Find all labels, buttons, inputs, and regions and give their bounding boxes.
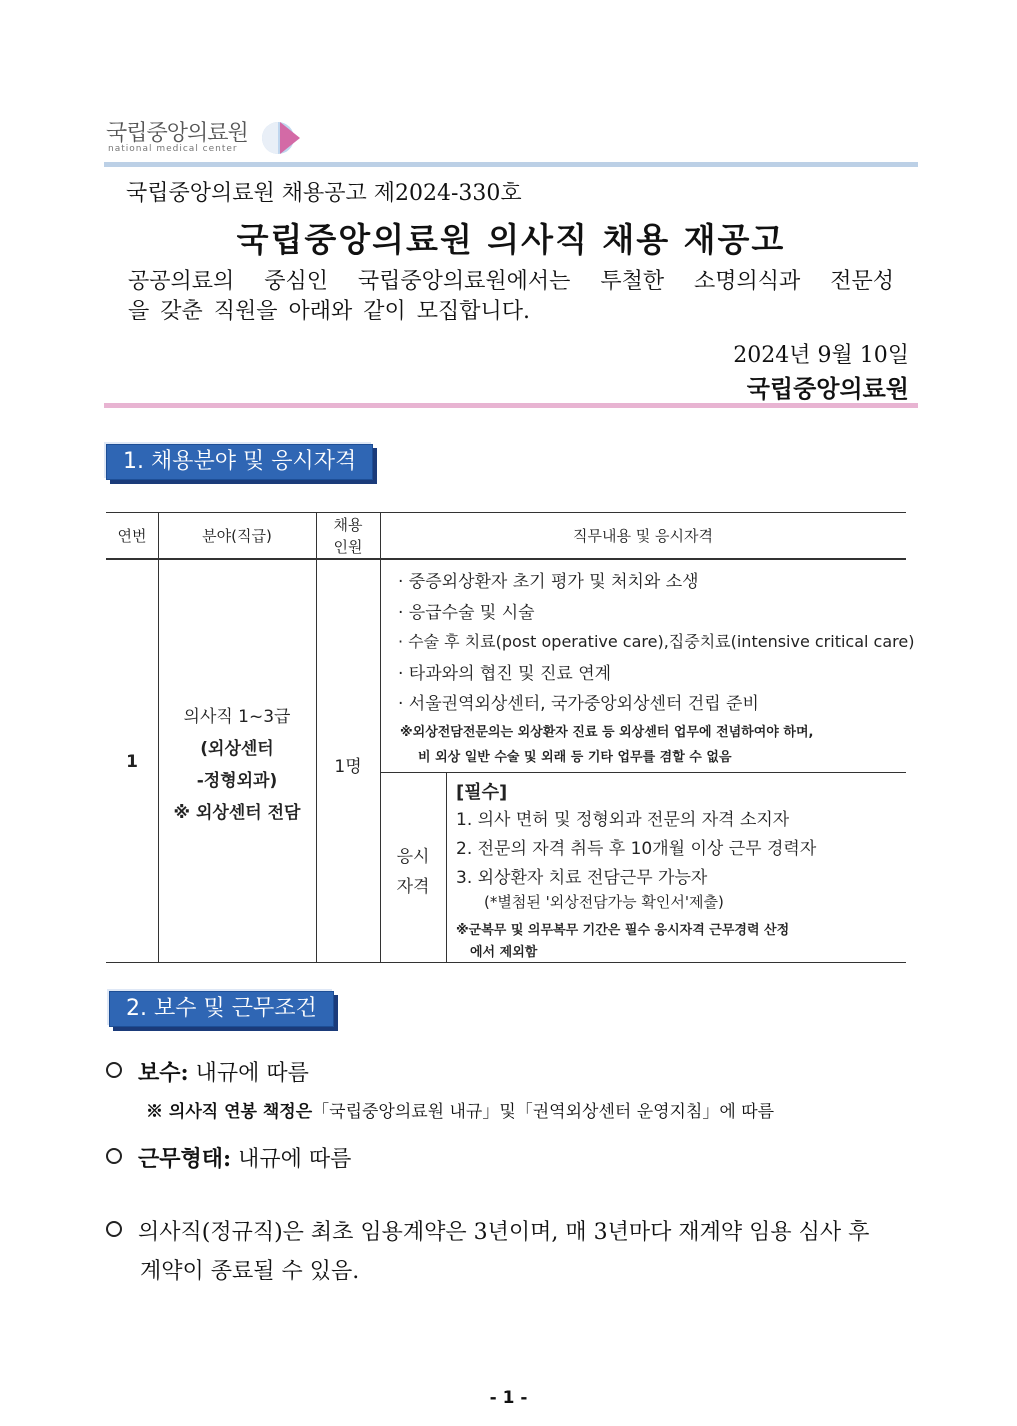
qual-required-label: [필수] <box>456 782 508 803</box>
qual-label-1: 응시 <box>396 847 430 867</box>
circle-bullet-icon <box>106 1221 122 1237</box>
qual-attachment: (*별첨된 '외상전담가능 확인서'제출) <box>484 893 724 911</box>
pay-text: 내규에 따름 <box>195 1061 309 1086</box>
notice-date: 2024년 9월 10일 <box>733 343 909 368</box>
contract-item <box>106 1215 869 1246</box>
contract-line-1: 의사직(정규직)은 최초 임용계약은 3년이며, 매 3년마다 재계약 임용 심사 후 <box>138 1220 870 1245</box>
header-hire-1: 채용 <box>333 516 363 534</box>
section-2-heading: 2. 보수 및 근무조건 <box>109 991 334 1027</box>
row-count: 1명 <box>334 757 362 777</box>
qual-item: 2. 전문의 자격 취득 후 10개월 이상 근무 경력자 <box>456 839 817 859</box>
pay-note-text: 「국립중앙의료원 내규」및「권역외상센터 운영지침」에 따름 <box>312 1102 775 1122</box>
logo-text: 국립중앙의료원 <box>106 121 248 146</box>
duty-item: · 서울권역외상센터, 국가중앙외상센터 건립 준비 <box>398 694 759 714</box>
header-no: 연번 <box>117 527 147 545</box>
work-text: 내규에 따름 <box>238 1147 352 1172</box>
logo-mark-icon <box>260 118 302 158</box>
intro-line-2: 을 갖춘 직원을 아래와 같이 모집합니다. <box>128 299 530 324</box>
header-field: 분야(직급) <box>202 527 272 545</box>
duty-note-2: 비 외상 일반 수술 및 외래 등 기타 업무를 겸할 수 없음 <box>418 750 732 765</box>
table-top-border <box>106 512 906 513</box>
page-title: 국립중앙의료원 의사직 채용 재공고 <box>236 220 786 259</box>
qual-item: 3. 외상환자 치료 전담근무 가능자 <box>456 868 708 888</box>
duty-item: · 타과와의 협진 및 진료 연계 <box>398 664 612 684</box>
organization-name: 국립중앙의료원 <box>746 374 909 403</box>
logo <box>106 116 306 160</box>
row-no: 1 <box>126 752 138 772</box>
duty-item: · 중증외상환자 초기 평가 및 처치와 소생 <box>398 572 699 592</box>
header-duties: 직무내용 및 응시자격 <box>573 527 713 545</box>
contract-line-2: 계약이 종료될 수 있음. <box>140 1259 360 1284</box>
header-hire-2: 인원 <box>333 538 363 556</box>
section-1-heading: 1. 채용분야 및 응시자격 <box>106 444 373 480</box>
recruitment-table <box>106 512 915 963</box>
qual-note-2: 에서 제외함 <box>470 945 538 960</box>
qual-item: 1. 의사 면허 및 정형외과 전문의 자격 소지자 <box>456 810 790 830</box>
row-field-1: 의사직 1~3급 <box>183 707 291 727</box>
row-field-2: (외상센터 <box>200 739 274 759</box>
row-field-3: -정형외과) <box>196 771 278 791</box>
table-col-divider <box>446 772 447 962</box>
intro-line-1: 공공의료의 중심인 국립중앙의료원에서는 투철한 소명의식과 전문성 <box>128 269 894 294</box>
pay-note-bold: ※ 의사직 연봉 책정은 <box>146 1102 313 1122</box>
circle-bullet-icon <box>106 1148 122 1164</box>
table-inner-border <box>380 772 906 773</box>
duty-item: · 응급수술 및 시술 <box>398 603 535 623</box>
qual-label-2: 자격 <box>396 877 430 897</box>
table-col-divider <box>316 512 317 963</box>
header-bottom-rule <box>104 403 918 408</box>
header-rule <box>104 162 918 167</box>
table-header-border <box>106 558 906 560</box>
work-item <box>106 1142 351 1173</box>
row-field-4: ※ 외상센터 전담 <box>173 803 301 823</box>
duty-note-1: ※외상전담전문의는 외상환자 진료 등 외상센터 업무에 전념하여야 하며, <box>400 725 814 740</box>
logo-subtitle: national medical center <box>108 144 238 154</box>
pay-note <box>146 1097 774 1122</box>
work-label: 근무형태: <box>138 1146 232 1172</box>
page-number: - 1 - <box>489 1388 528 1408</box>
pay-item <box>106 1056 309 1087</box>
qual-note-1: ※군복무 및 의무복무 기간은 필수 응시자격 근무경력 산정 <box>456 923 790 938</box>
notice-number: 국립중앙의료원 채용공고 제2024-330호 <box>126 181 522 206</box>
table-bottom-border <box>106 962 906 963</box>
pay-label: 보수: <box>138 1060 189 1086</box>
circle-bullet-icon <box>106 1062 122 1078</box>
duty-item: · 수술 후 치료(post operative care),집중치료(intensive critical care) <box>398 632 915 651</box>
